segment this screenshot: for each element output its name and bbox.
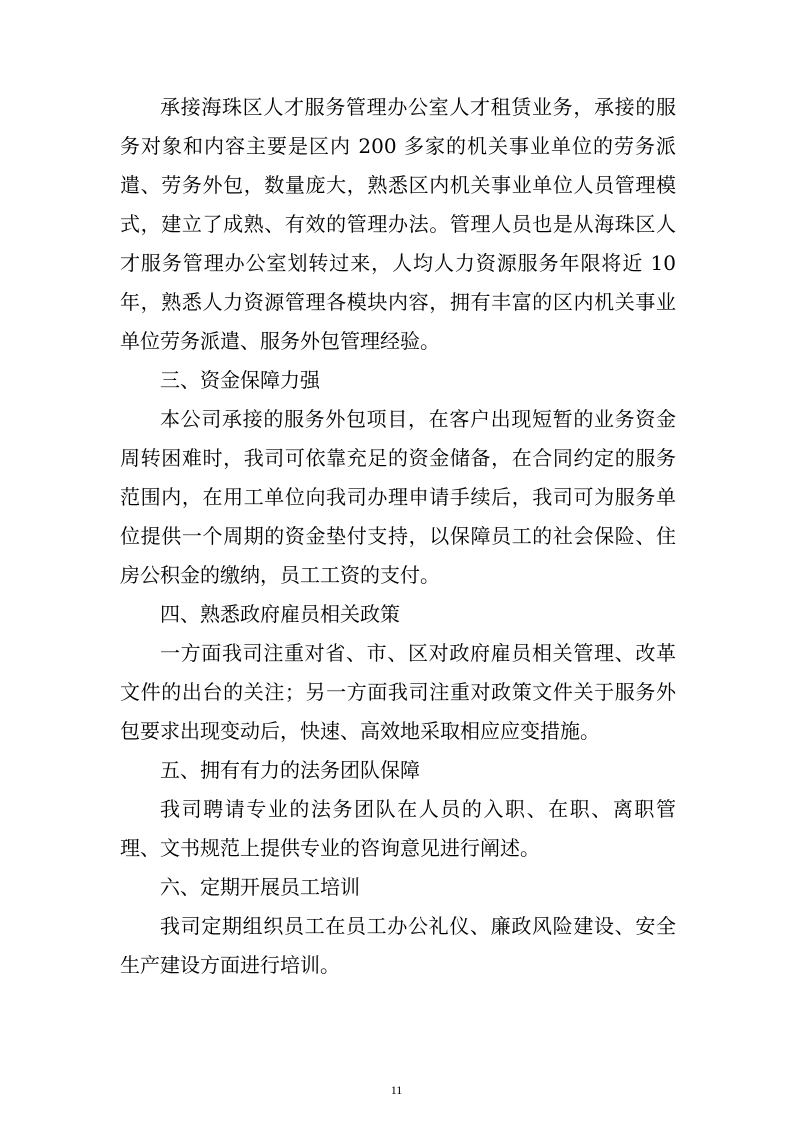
paragraph-legal-team: 我司聘请专业的法务团队在人员的入职、在职、离职管理、文书规范上提供专业的咨询意见进行阐述。	[120, 797, 676, 860]
page-number: 11	[390, 1083, 403, 1097]
paragraph-government-policy: 一方面我司注重对省、市、区对政府雇员相关管理、改革文件的出台的关注；另一方面我司注重对政策文件关于服务外包要求出现变动后，快速、高效地采取相应应变措施。	[120, 641, 676, 743]
paragraph-funding-guarantee: 本公司承接的服务外包项目，在客户出现短暂的业务资金周转困难时，我司可依靠充足的资金储备，在合同约定的服务范围内，在用工单位向我司办理申请手续后，我司可为服务单位提供一个周期的资金垫付支持，以保障员工的社会保险、住房公积金的缴纳，员工工资的支付。	[120, 407, 676, 587]
document-body	[120, 88, 676, 985]
heading-government-policy: 四、熟悉政府雇员相关政策	[160, 602, 400, 626]
heading-legal-team: 五、拥有有力的法务团队保障	[160, 758, 420, 782]
heading-staff-training: 六、定期开展员工培训	[160, 875, 360, 899]
paragraph-staff-training: 我司定期组织员工在员工办公礼仪、廉政风险建设、安全生产建设方面进行培训。	[120, 914, 676, 977]
paragraph-talent-leasing: 承接海珠区人才服务管理办公室人才租赁业务，承接的服务对象和内容主要是区内 200 多家的机关事业单位的劳务派遣、劳务外包，数量庞大，熟悉区内机关事业单位人员管理模式，建立了成熟、有效的管理办法。管理人员也是从海珠区人才服务管理办公室划转过来，人均人力资源服务年限将近 10 年，熟悉人力资源管理各模块内容，拥有丰富的区内机关事业单位劳务派遣、服务外包管理经验。	[120, 95, 676, 353]
heading-funding-guarantee: 三、资金保障力强	[160, 368, 320, 392]
